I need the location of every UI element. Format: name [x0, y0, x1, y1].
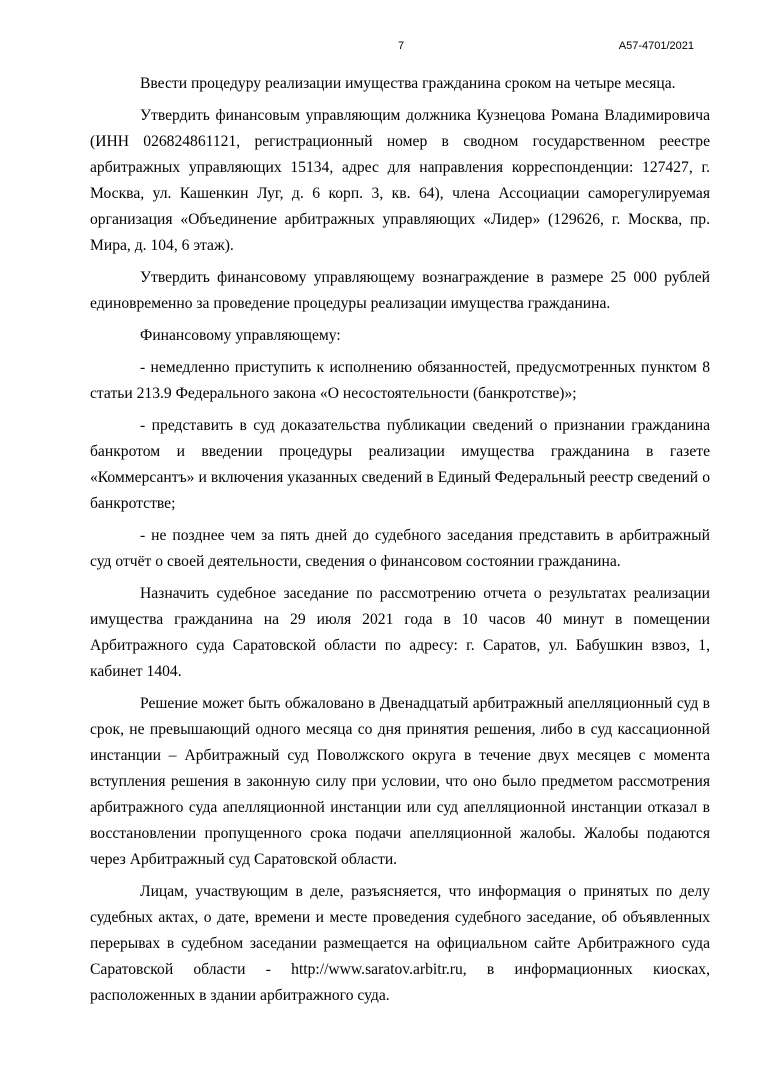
paragraph-hearing: Назначить судебное заседание по рассмотрению отчета о результатах реализации имущества гражданина на 29 июля 2021 года в 10 часов 40 минут в помещении Арбитражного суда Саратовской области по адресу: г. Саратов, ул. Бабушкин взвоз, 1, кабинет 1404.	[90, 585, 710, 680]
paragraph-duty-1: - немедленно приступить к исполнению обязанностей, предусмотренных пунктом 8 статьи 213.9 Федерального закона «О несостоятельности (банкротстве)»;	[90, 359, 710, 402]
paragraph-duty-2: - представить в суд доказательства публикации сведений о признании гражданина банкротом и введении процедуры реализации имущества гражданина в газете «Коммерсантъ» и включения указанных сведений в Единый Федеральный реестр сведений о банкротстве;	[90, 417, 710, 512]
page-header	[0, 40, 764, 60]
page-number: 7	[398, 40, 405, 52]
document-body	[90, 71, 710, 1009]
paragraph-manager-instructions: Финансовому управляющему:	[140, 327, 341, 344]
paragraph-information: Лицам, участвующим в деле, разъясняется, что информация о принятых по делу судебных актах, о дате, времени и месте проведения судебного заседание, об объявленных перерывах в судебном заседании размещается на официальном сайте Арбитражного суда Саратовской области - http://www.saratov.arbitr.ru, в информационных киосках, расположенных в здании арбитражного суда.	[90, 883, 710, 1004]
paragraph-duty-3: - не позднее чем за пять дней до судебного заседания представить в арбитражный суд отчёт о своей деятельности, сведения о финансовом состоянии гражданина.	[90, 527, 710, 570]
paragraph-appeal: Решение может быть обжаловано в Двенадцатый арбитражный апелляционный суд в срок, не превышающий одного месяца со дня принятия решения, либо в суд кассационной инстанции – Арбитражный суд Поволжского округа в течение двух месяцев с момента вступления решения в законную силу при условии, что оно было предметом рассмотрения арбитражного суда апелляционной инстанции или суд апелляционной инстанции отказал в восстановлении пропущенного срока подачи апелляционной жалобы. Жалобы подаются через Арбитражный суд Саратовской области.	[90, 695, 710, 868]
case-number: А57-4701/2021	[618, 40, 694, 52]
paragraph-procedure: Ввести процедуру реализации имущества гражданина сроком на четыре месяца.	[140, 75, 676, 92]
paragraph-remuneration: Утвердить финансовому управляющему вознаграждение в размере 25 000 рублей единовременно за проведение процедуры реализации имущества гражданина.	[90, 269, 710, 312]
paragraph-manager-appointment: Утвердить финансовым управляющим должника Кузнецова Романа Владимировича (ИНН 026824861121, регистрационный номер в сводном государственном реестре арбитражных управляющих 15134, адрес для направления корреспонденции: 127427, г. Москва, ул. Кашенкин Луг, д. 6 корп. 3, кв. 64), члена Ассоциации саморегулируемая организация «Объединение арбитражных управляющих «Лидер» (129626, г. Москва, пр. Мира, д. 104, 6 этаж).	[90, 107, 710, 254]
